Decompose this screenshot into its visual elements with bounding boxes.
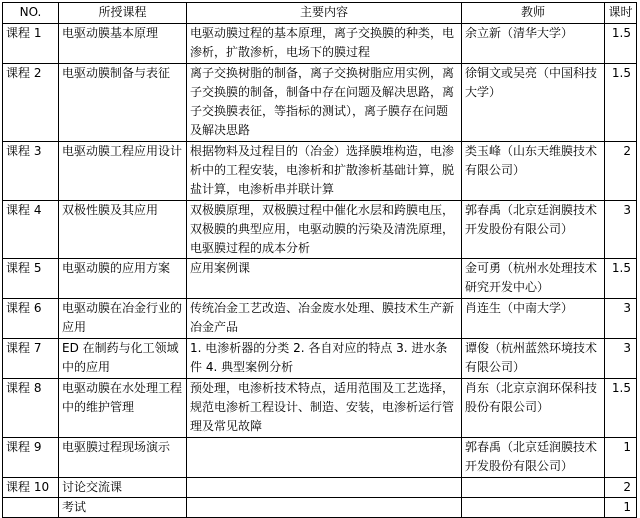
row-content: 根据物料及过程目的（冶金）选择膜堆构造，电渗析中的工程安装，电渗析和扩散渗析基础计算，脱盐计算，电渗析串并联计算 (187, 142, 462, 201)
row-hours: 3 (605, 339, 637, 379)
row-teacher: 谭俊（杭州蓝然环境技术有限公司） (462, 339, 605, 379)
row-no: 课程 9 (3, 438, 59, 478)
row-course: 电驱动膜在水处理工程中的维护管理 (59, 379, 187, 438)
row-course: 双极性膜及其应用 (59, 201, 187, 259)
header-teacher: 教师 (462, 3, 605, 24)
row-course: 考试 (59, 498, 187, 518)
table-row (3, 142, 637, 201)
row-content: 电驱动膜过程的基本原理，离子交换膜的种类，电渗析，扩散渗析，电场下的膜过程 (187, 24, 462, 64)
row-hours: 1.5 (605, 24, 637, 64)
row-no: 课程 8 (3, 379, 59, 438)
table-row (3, 438, 637, 478)
table-row (3, 299, 637, 339)
row-hours: 1.5 (605, 379, 637, 438)
row-hours: 1 (605, 438, 637, 478)
table-row (3, 64, 637, 142)
table-row (3, 379, 637, 438)
header-no: NO. (3, 3, 59, 24)
row-content: 1. 电渗析器的分类 2. 各自对应的特点 3. 进水条件 4. 典型案例分析 (187, 339, 462, 379)
row-course: ED 在制药与化工领域中的应用 (59, 339, 187, 379)
header-row (3, 3, 637, 24)
row-no: 课程 4 (3, 201, 59, 259)
row-teacher: 郭春禹（北京廷润膜技术开发股份有限公司） (462, 438, 605, 478)
row-hours: 1.5 (605, 259, 637, 299)
row-teacher: 徐铜文或吴亮（中国科技大学） (462, 64, 605, 142)
header-content: 主要内容 (187, 3, 462, 24)
row-content: 传统冶金工艺改造、冶金废水处理、膜技术生产新冶金产品 (187, 299, 462, 339)
row-content: 离子交换树脂的制备，离子交换树脂应用实例，离子交换膜的制备，制备中存在问题及解决思路，离子交换膜表征，等指标的测试），离子膜存在问题及解决思路 (187, 64, 462, 142)
row-no: 课程 1 (3, 24, 59, 64)
row-teacher: 余立新（清华大学） (462, 24, 605, 64)
table-row (3, 498, 637, 518)
row-content (187, 478, 462, 498)
table-row (3, 259, 637, 299)
row-no: 课程 6 (3, 299, 59, 339)
row-content: 应用案例课 (187, 259, 462, 299)
row-hours: 3 (605, 299, 637, 339)
row-no (3, 498, 59, 518)
row-hours: 1 (605, 498, 637, 518)
row-teacher (462, 498, 605, 518)
row-no: 课程 5 (3, 259, 59, 299)
row-hours: 1.5 (605, 64, 637, 142)
table-row (3, 201, 637, 259)
row-course: 电驱动膜的应用方案 (59, 259, 187, 299)
row-no: 课程 3 (3, 142, 59, 201)
row-hours: 2 (605, 478, 637, 498)
row-no: 课程 2 (3, 64, 59, 142)
row-no: 课程 7 (3, 339, 59, 379)
row-course: 电驱动膜在冶金行业的应用 (59, 299, 187, 339)
table-row (3, 24, 637, 64)
row-course: 电驱动膜工程应用设计 (59, 142, 187, 201)
row-teacher: 肖东（北京京润环保科技股份有限公司） (462, 379, 605, 438)
row-teacher: 肖连生（中南大学） (462, 299, 605, 339)
row-no: 课程 10 (3, 478, 59, 498)
row-content (187, 498, 462, 518)
row-course: 电驱动膜制备与表征 (59, 64, 187, 142)
row-hours: 3 (605, 201, 637, 259)
row-course: 电驱动膜基本原理 (59, 24, 187, 64)
table-row (3, 339, 637, 379)
row-course: 电驱膜过程现场演示 (59, 438, 187, 478)
row-content: 预处理，电渗析技术特点，适用范围及工艺选择，规范电渗析工程设计、制造、安装，电渗析运行管理及常见故障 (187, 379, 462, 438)
row-teacher: 金可勇（杭州水处理技术研究开发中心） (462, 259, 605, 299)
header-hours: 课时 (605, 3, 637, 24)
row-course: 讨论交流课 (59, 478, 187, 498)
row-teacher: 类玉峰（山东天维膜技术有限公司） (462, 142, 605, 201)
row-content: 双极膜原理，双极膜过程中催化水层和跨膜电压，双极膜的典型应用，电驱动膜的污染及清洗原理，电驱膜过程的成本分析 (187, 201, 462, 259)
row-content (187, 438, 462, 478)
row-hours: 2 (605, 142, 637, 201)
header-course: 所授课程 (59, 3, 187, 24)
row-teacher: 郭春禹（北京廷润膜技术开发股份有限公司） (462, 201, 605, 259)
row-teacher (462, 478, 605, 498)
course-table (2, 2, 637, 518)
table-row (3, 478, 637, 498)
